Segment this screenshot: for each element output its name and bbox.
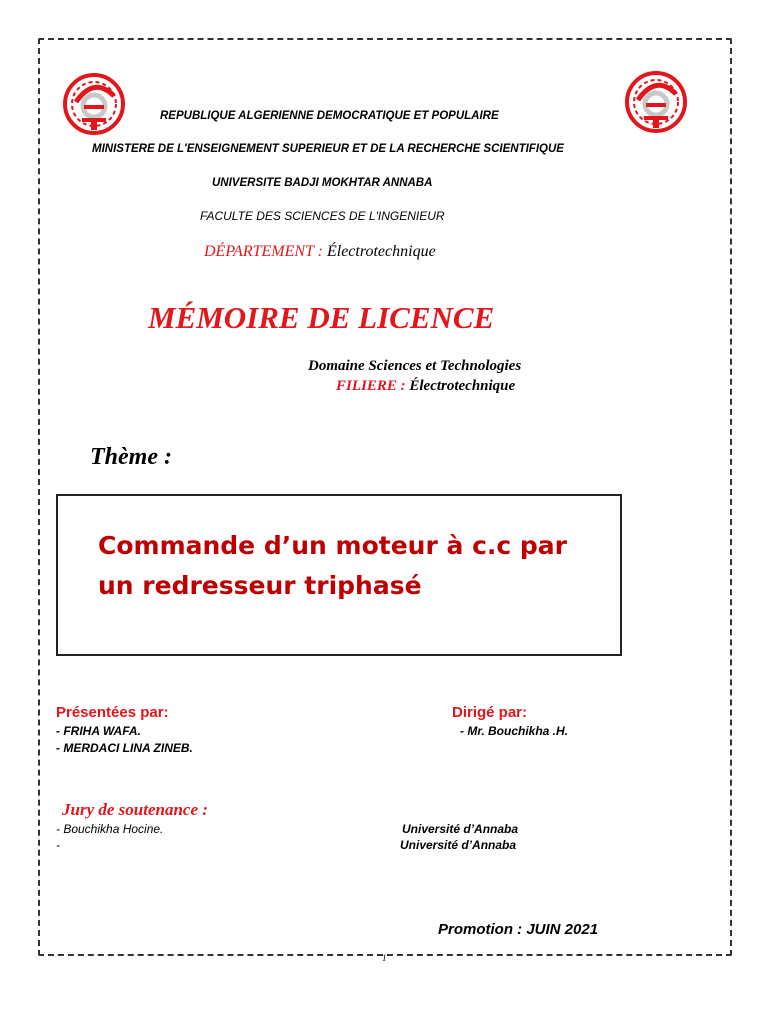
ministry-heading: MINISTERE DE L'ENSEIGNEMENT SUPERIEUR ET DE LA RECHERCHE SCIENTIFIQUE	[92, 143, 564, 155]
theme-label: Thème :	[90, 444, 172, 470]
university-logo-icon	[62, 72, 126, 136]
page-title: MÉMOIRE DE LICENCE	[148, 300, 495, 335]
page-number: 1	[382, 953, 387, 963]
filiere-label: FILIERE :	[336, 378, 406, 394]
student-name: - MERDACI LINA ZINEB.	[56, 741, 193, 755]
domain-line: Domaine Sciences et Technologies	[308, 358, 522, 374]
filiere-line	[336, 378, 515, 395]
theme-box	[56, 494, 622, 656]
supervisor-name: - Mr. Bouchikha .H.	[460, 724, 569, 738]
department-value: Électrotechnique	[326, 243, 436, 260]
filiere-value: Électrotechnique	[409, 378, 516, 394]
department-label: DÉPARTEMENT :	[204, 243, 323, 260]
jury-member-name: -	[56, 838, 60, 852]
university-logo-icon	[624, 70, 688, 134]
university-heading: UNIVERSITE BADJI MOKHTAR ANNABA	[212, 177, 433, 189]
jury-member-name: - Bouchikha Hocine.	[56, 822, 164, 836]
faculty-heading: FACULTE DES SCIENCES DE L'INGENIEUR	[200, 209, 445, 223]
jury-member-affiliation: Université d’Annaba	[400, 838, 517, 852]
promotion-line: Promotion : JUIN 2021	[438, 921, 599, 938]
theme-title: Commande d’un moteur à c.c par un redresseur triphasé	[98, 531, 568, 600]
jury-member-affiliation: Université d’Annaba	[402, 822, 519, 836]
student-name: - FRIHA WAFA.	[56, 724, 141, 738]
directed-by-label: Dirigé par:	[452, 704, 528, 721]
republic-heading: REPUBLIQUE ALGERIENNE DEMOCRATIQUE ET POPULAIRE	[160, 110, 499, 122]
presented-by-label: Présentées par:	[56, 704, 169, 721]
department-line	[204, 243, 436, 261]
jury-label: Jury de soutenance :	[62, 800, 208, 819]
